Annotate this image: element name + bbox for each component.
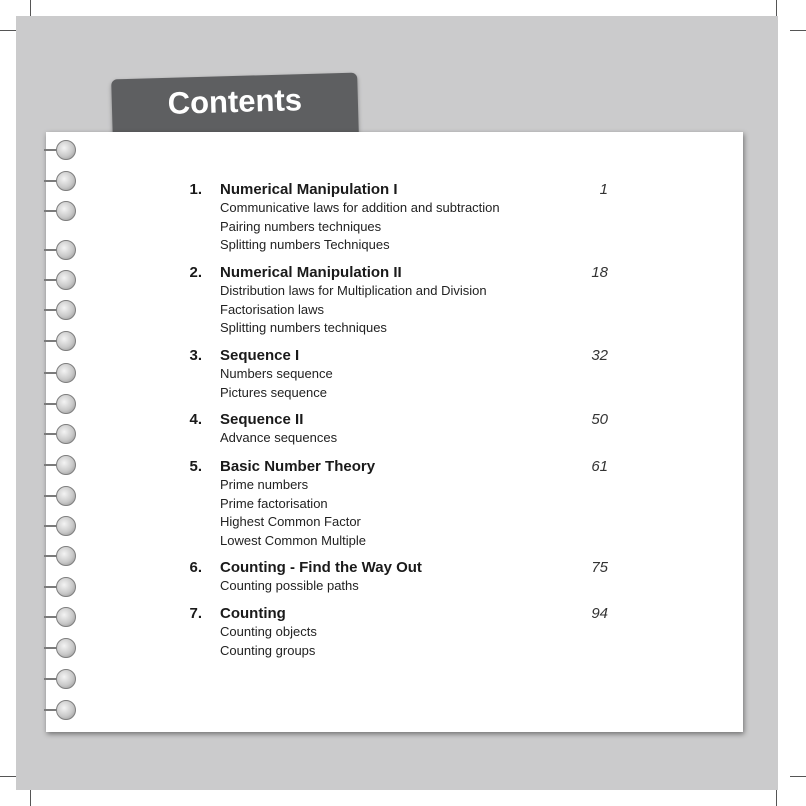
subtopic: Pairing numbers techniques bbox=[220, 218, 382, 234]
crop-mark bbox=[790, 776, 806, 777]
subtopic: Numbers sequence bbox=[220, 366, 333, 381]
chapter-page: 94 bbox=[591, 605, 608, 622]
subtopic: Splitting numbers Techniques bbox=[220, 237, 390, 252]
binding-ring bbox=[56, 424, 76, 444]
chapter-page: 1 bbox=[599, 181, 608, 198]
subtopic: Prime factorisation bbox=[220, 495, 328, 511]
subtopic-list bbox=[220, 430, 337, 449]
crop-mark bbox=[0, 776, 16, 777]
binding-ring bbox=[56, 201, 76, 221]
chapter-number: 5. bbox=[189, 458, 202, 475]
crop-mark bbox=[790, 30, 806, 31]
binding-ring bbox=[56, 171, 76, 191]
subtopic: Splitting numbers techniques bbox=[220, 320, 387, 335]
subtopic: Highest Common Factor bbox=[220, 514, 361, 529]
chapter-number: 2. bbox=[189, 264, 202, 281]
chapter-page: 32 bbox=[591, 347, 608, 364]
chapter-number: 6. bbox=[189, 559, 202, 576]
binding-ring bbox=[56, 140, 76, 160]
crop-mark bbox=[30, 0, 31, 16]
chapter-page: 50 bbox=[591, 411, 608, 428]
subtopic: Pictures sequence bbox=[220, 384, 327, 400]
binding-ring bbox=[56, 486, 76, 506]
chapter-page: 75 bbox=[591, 559, 608, 576]
chapter-page: 61 bbox=[591, 458, 608, 475]
subtopic-list bbox=[220, 366, 333, 403]
subtopic-list bbox=[220, 578, 359, 597]
chapter-title: Basic Number Theory bbox=[220, 458, 376, 475]
binding-ring bbox=[56, 607, 76, 627]
crop-mark bbox=[776, 0, 777, 16]
subtopic: Counting groups bbox=[220, 642, 316, 658]
subtopic-list bbox=[220, 200, 500, 256]
binding-ring bbox=[56, 546, 76, 566]
binding-ring bbox=[56, 270, 76, 290]
binding-ring bbox=[56, 638, 76, 658]
subtopic-list bbox=[220, 477, 366, 551]
subtopic-list bbox=[220, 624, 317, 661]
chapter-number: 7. bbox=[189, 605, 202, 622]
subtopic: Counting objects bbox=[220, 624, 317, 639]
binding-ring bbox=[56, 363, 76, 383]
binding-ring bbox=[56, 300, 76, 320]
binding-ring bbox=[56, 240, 76, 260]
subtopic: Lowest Common Multiple bbox=[220, 532, 366, 548]
binding-ring bbox=[56, 394, 76, 414]
subtopic-list bbox=[220, 283, 487, 339]
subtopic: Advance sequences bbox=[220, 430, 338, 445]
subtopic: Factorisation laws bbox=[220, 301, 325, 317]
chapter-number: 3. bbox=[189, 347, 202, 364]
subtopic: Prime numbers bbox=[220, 477, 309, 492]
subtopic: Counting possible paths bbox=[220, 578, 359, 593]
chapter-title: Numerical Manipulation II bbox=[220, 264, 402, 281]
binding-ring bbox=[56, 577, 76, 597]
chapter-page: 18 bbox=[591, 264, 608, 281]
subtopic: Distribution laws for Multiplication and Division bbox=[220, 283, 487, 298]
binding-ring bbox=[56, 669, 76, 689]
crop-mark bbox=[776, 790, 777, 806]
chapter-title: Numerical Manipulation I bbox=[220, 181, 398, 198]
binding-ring bbox=[56, 516, 76, 536]
binding-ring bbox=[56, 455, 76, 475]
chapter-title: Counting bbox=[220, 605, 286, 622]
chapter-number: 4. bbox=[189, 411, 202, 428]
chapter-title: Counting - Find the Way Out bbox=[220, 559, 422, 576]
crop-mark bbox=[0, 30, 16, 31]
page-title: Contents bbox=[167, 82, 303, 121]
crop-mark bbox=[30, 790, 31, 806]
chapter-title: Sequence II bbox=[220, 411, 304, 428]
chapter-title: Sequence I bbox=[220, 347, 300, 364]
binding-ring bbox=[56, 700, 76, 720]
subtopic: Communicative laws for addition and subtraction bbox=[220, 200, 500, 215]
binding-ring bbox=[56, 331, 76, 351]
chapter-number: 1. bbox=[189, 181, 202, 198]
